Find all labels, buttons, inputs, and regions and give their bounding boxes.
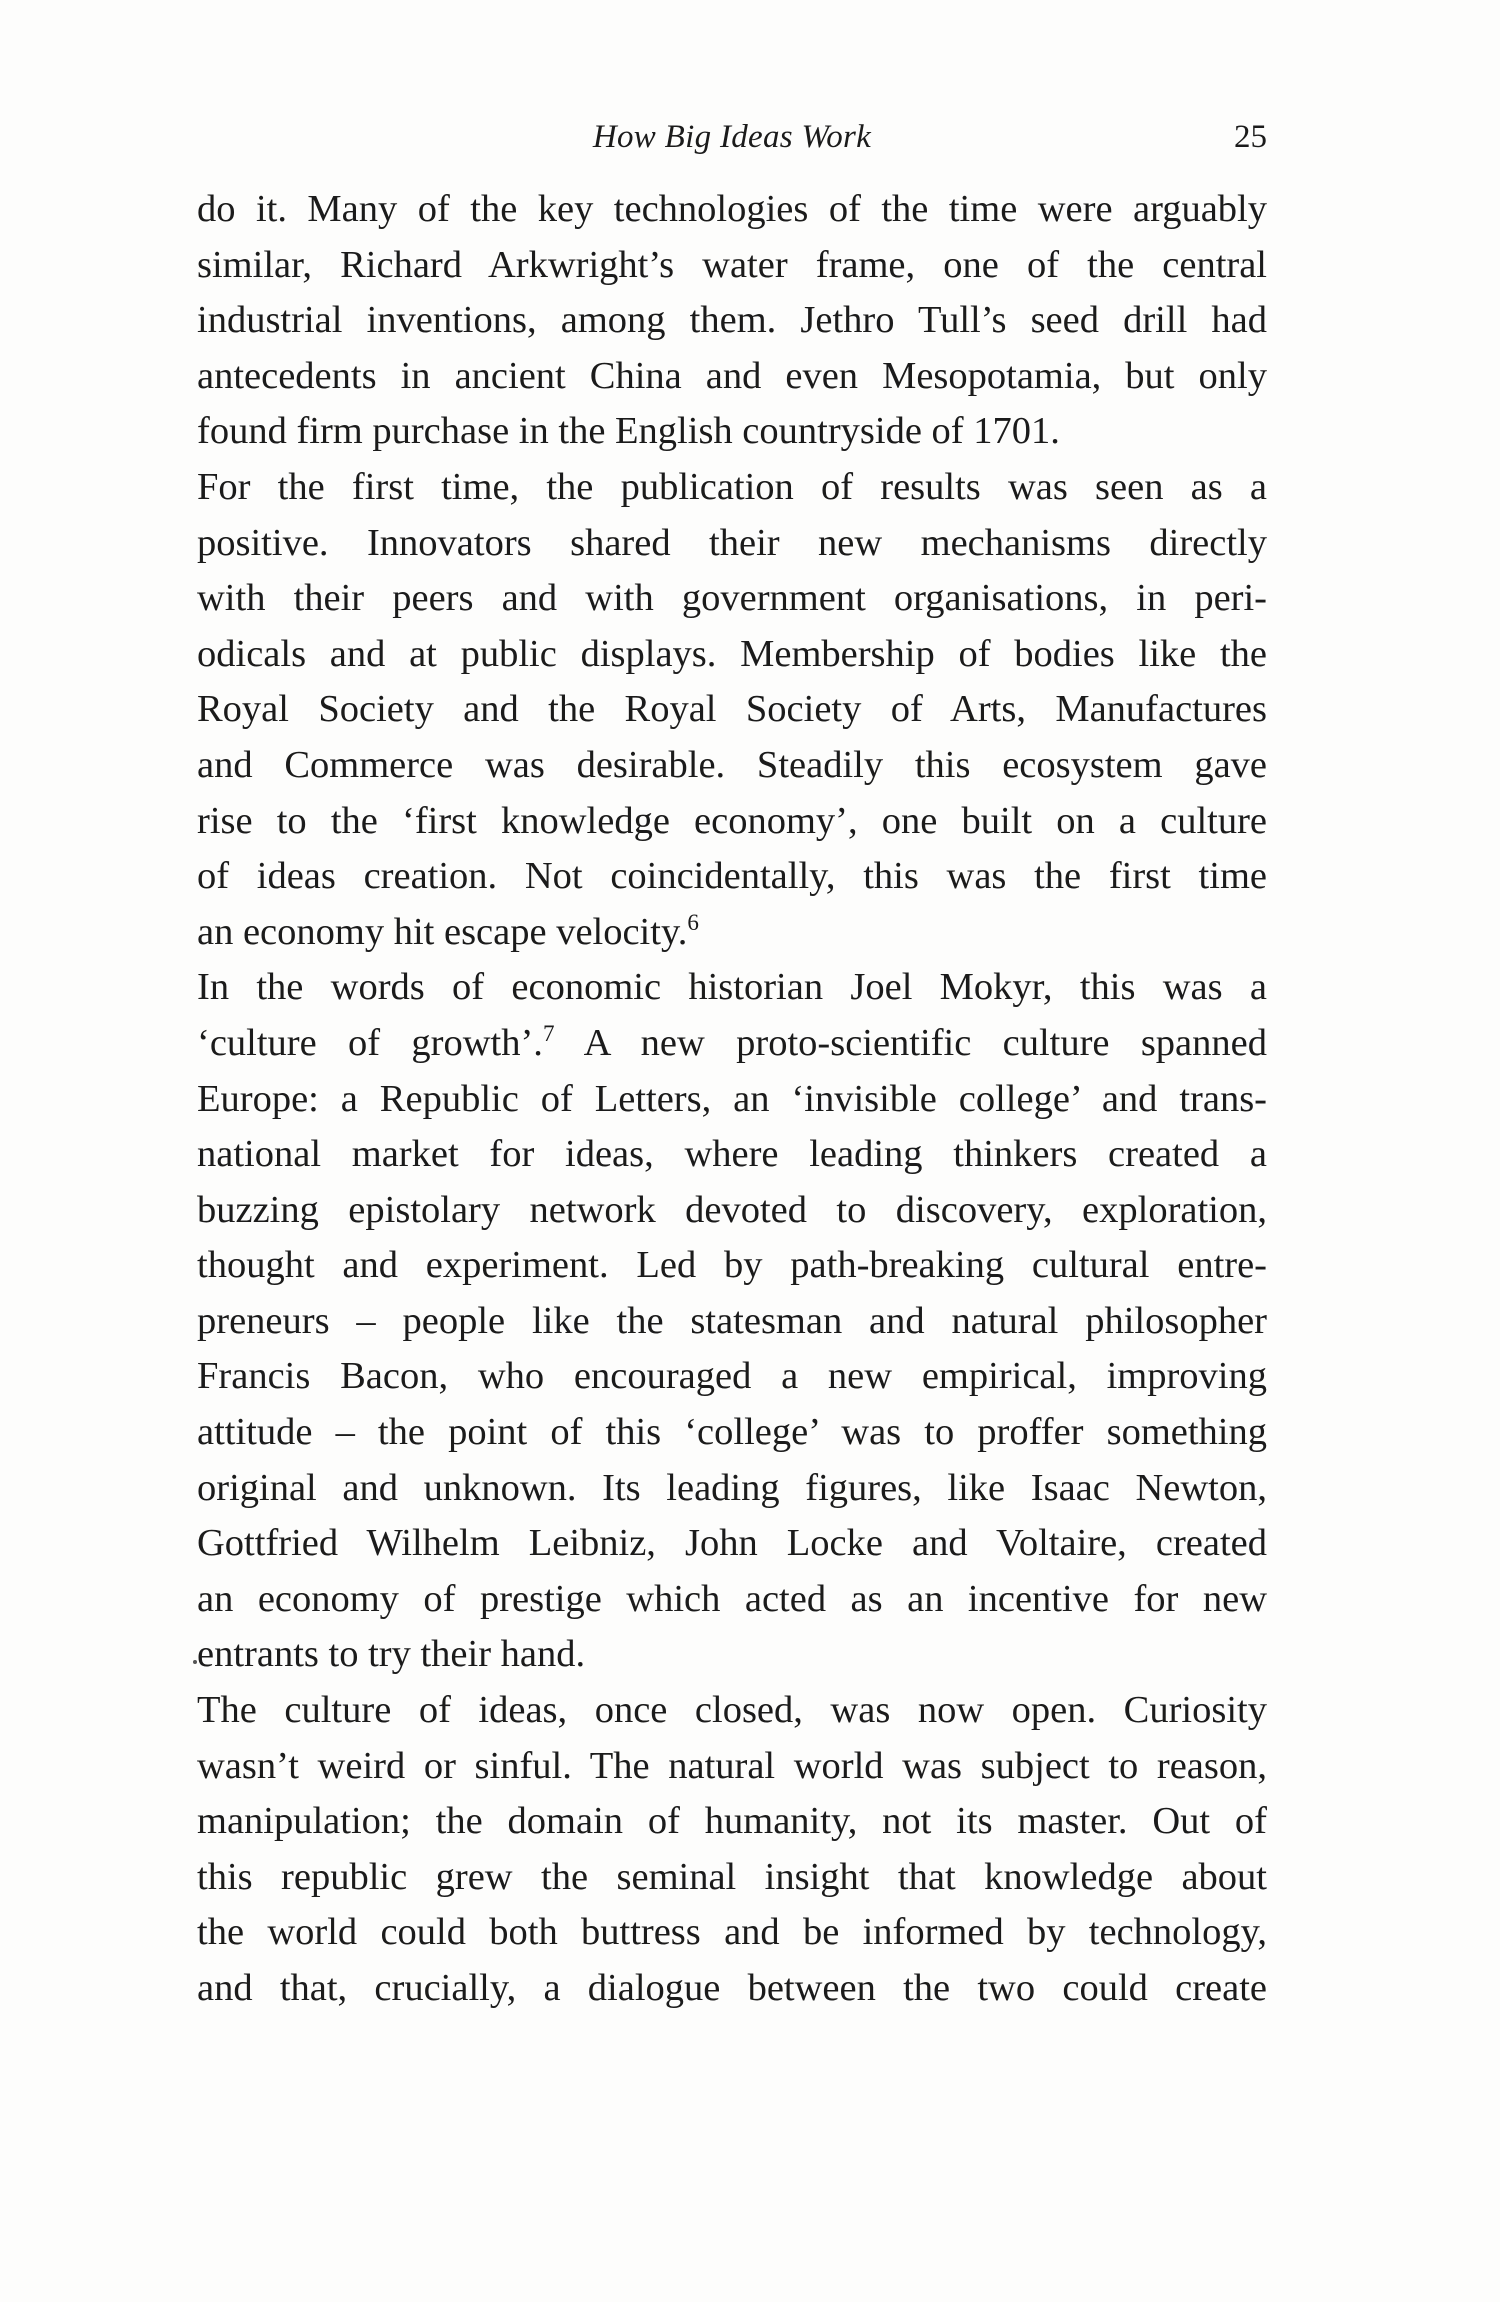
text-line: In the words of economic historian Joel Mokyr, this was a	[197, 966, 1267, 1009]
text-line: entrants to try their hand.	[197, 1633, 586, 1676]
text-line: Royal Society and the Royal Society of Arts, Manufactures	[197, 688, 1267, 731]
text-line: an economy of prestige which acted as an incentive for new	[197, 1577, 1267, 1620]
paragraph-2	[197, 460, 1267, 960]
text-line	[197, 905, 1267, 961]
text-line: similar, Richard Arkwright’s water frame, one of the central	[197, 243, 1267, 286]
text-line-content: an economy hit escape velocity.	[197, 910, 688, 953]
text-line: For the first time, the publication of results was seen as a	[197, 465, 1267, 508]
text-line: Gottfried Wilhelm Leibniz, John Locke and Voltaire, created	[197, 1522, 1267, 1565]
text-line: Europe: a Republic of Letters, an ‘invisible college’ and trans-	[197, 1077, 1267, 1120]
text-line: positive. Innovators shared their new mechanisms directly	[197, 521, 1267, 564]
text-line: buzzing epistolary network devoted to discovery, exploration,	[197, 1188, 1267, 1231]
text-line: with their peers and with government organisations, in peri-	[197, 577, 1267, 620]
text-line: wasn’t weird or sinful. The natural world was subject to reason,	[197, 1744, 1267, 1787]
text-line: of ideas creation. Not coincidentally, this was the first time	[197, 855, 1267, 898]
text-line: this republic grew the seminal insight that knowledge about	[197, 1855, 1267, 1898]
text-line-content: ‘culture of growth’.	[197, 1021, 543, 1064]
text-line: The culture of ideas, once closed, was now open. Curiosity	[197, 1689, 1267, 1732]
text-line: found firm purchase in the English countryside of 1701.	[197, 410, 1060, 453]
paragraph-1	[197, 182, 1267, 460]
text-line-content: A new proto-scientific culture spanned	[554, 1021, 1267, 1064]
text-line: preneurs – people like the statesman and natural philosopher	[197, 1299, 1267, 1342]
running-title: How Big Ideas Work	[592, 119, 872, 155]
text-body	[197, 182, 1267, 2017]
text-line	[197, 1016, 1267, 1072]
footnote-ref: 6	[687, 908, 699, 935]
text-line: and Commerce was desirable. Steadily this ecosystem gave	[197, 743, 1267, 786]
text-line: national market for ideas, where leading thinkers created a	[197, 1133, 1267, 1176]
text-line: antecedents in ancient China and even Mesopotamia, but only	[197, 354, 1267, 397]
text-line: rise to the ‘first knowledge economy’, one built on a culture	[197, 799, 1267, 842]
paragraph-4	[197, 1683, 1267, 2017]
paragraph-3	[197, 960, 1267, 1683]
running-head	[197, 112, 1267, 162]
text-line: manipulation; the domain of humanity, not its master. Out of	[197, 1800, 1267, 1843]
stray-ink-dot	[193, 1660, 197, 1664]
footnote-ref: 7	[542, 1020, 555, 1047]
page-number: 25	[1234, 119, 1267, 155]
text-line: the world could both buttress and be informed by technology,	[197, 1911, 1267, 1954]
text-line: do it. Many of the key technologies of the time were arguably	[197, 188, 1267, 230]
text-line: original and unknown. Its leading figures, like Isaac Newton,	[197, 1466, 1267, 1509]
text-line: industrial inventions, among them. Jethro Tull’s seed drill had	[197, 299, 1267, 342]
text-line: odicals and at public displays. Membership of bodies like the	[197, 632, 1267, 675]
text-line: Francis Bacon, who encouraged a new empirical, improving	[197, 1355, 1267, 1398]
text-line: and that, crucially, a dialogue between the two could create	[197, 1967, 1267, 2009]
text-line: thought and experiment. Led by path-breaking cultural entre-	[197, 1244, 1267, 1287]
text-line: attitude – the point of this ‘college’ was to proffer something	[197, 1411, 1267, 1454]
